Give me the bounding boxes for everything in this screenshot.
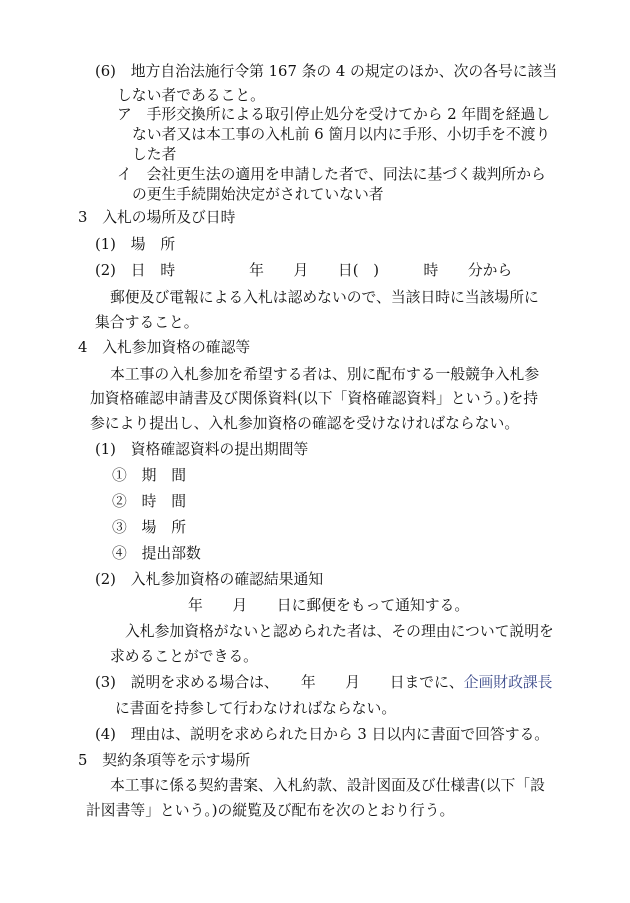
office-name-highlight: 企画財政課長 [463, 674, 553, 691]
subitem-a-line-3: した者 [132, 146, 177, 163]
section-5-para-line-2: 計図書等」という。)の縦覧及び配布を次のとおり行う。 [86, 802, 455, 819]
subitem-a-line-1: ア 手形交換所による取引停止処分を受けてから 2 年間を経過し [117, 106, 551, 123]
item-1-period: ① 期 間 [112, 467, 186, 484]
section-4-para-line-1: 本工事の入札参加を希望する者は、別に配布する一般競争入札参 [110, 366, 540, 383]
section-4-item-4: (4) 理由は、説明を求められた日から 3 日以内に書面で回答する。 [95, 726, 550, 743]
item-2-note-line-1: 入札参加資格がないと認められた者は、その理由について説明を [125, 623, 554, 640]
subitem-a-line-2: ない者又は本工事の入札前 6 箇月以内に手形、小切手を不渡り [132, 126, 551, 143]
item-1-time: ② 時 間 [112, 493, 186, 510]
item-1-place: ③ 場 所 [112, 519, 186, 536]
item-2-note-line-2: 求めることができる。 [110, 648, 258, 665]
item-3-continuation: に書面を持参して行わなければならない。 [115, 700, 397, 717]
section-3-item-1: (1) 場 所 [95, 236, 176, 253]
section-4-item-2: (2) 入札参加資格の確認結果通知 [95, 571, 324, 588]
item-6-heading: (6) 地方自治法施行令第 167 条の 4 の規定のほか、次の各号に該当 [95, 63, 558, 80]
subitem-i-line-1: イ 会社更生法の適用を申請した者で、同法に基づく裁判所から [117, 166, 546, 183]
item-1-copies: ④ 提出部数 [112, 545, 201, 562]
item-6-continuation: しない者であること。 [117, 87, 265, 104]
section-4-para-line-3: 参により提出し、入札参加資格の確認を受けなければならない。 [90, 415, 520, 432]
section-4-item-1: (1) 資格確認資料の提出期間等 [95, 441, 309, 458]
section-3-heading: 3 入札の場所及び日時 [78, 209, 236, 226]
section-3-item-2: (2) 日 時 年 月 日( ) 時 分から [95, 262, 513, 279]
subitem-i-line-2: の更生手続開始決定がされていない者 [132, 186, 384, 203]
section-5-para-line-1: 本工事に係る契約書案、入札約款、設計図面及び仕様書(以下「設 [110, 777, 545, 794]
section-4-item-3: (3) 説明を求める場合は、 年 月 日までに、企画財政課長 [95, 674, 553, 691]
section-4-para-line-2: 加資格確認申請書及び関係資料(以下「資格確認資料」という。)を持 [90, 390, 539, 407]
item-2-notice-date: 年 月 日に郵便をもって通知する。 [188, 597, 470, 614]
section-4-heading: 4 入札参加資格の確認等 [78, 339, 251, 356]
section-5-heading: 5 契約条項等を示す場所 [78, 752, 251, 769]
section-3-note-line-1: 郵便及び電報による入札は認めないので、当該日時に当該場所に [110, 289, 539, 306]
section-3-note-line-2: 集合すること。 [95, 314, 199, 331]
